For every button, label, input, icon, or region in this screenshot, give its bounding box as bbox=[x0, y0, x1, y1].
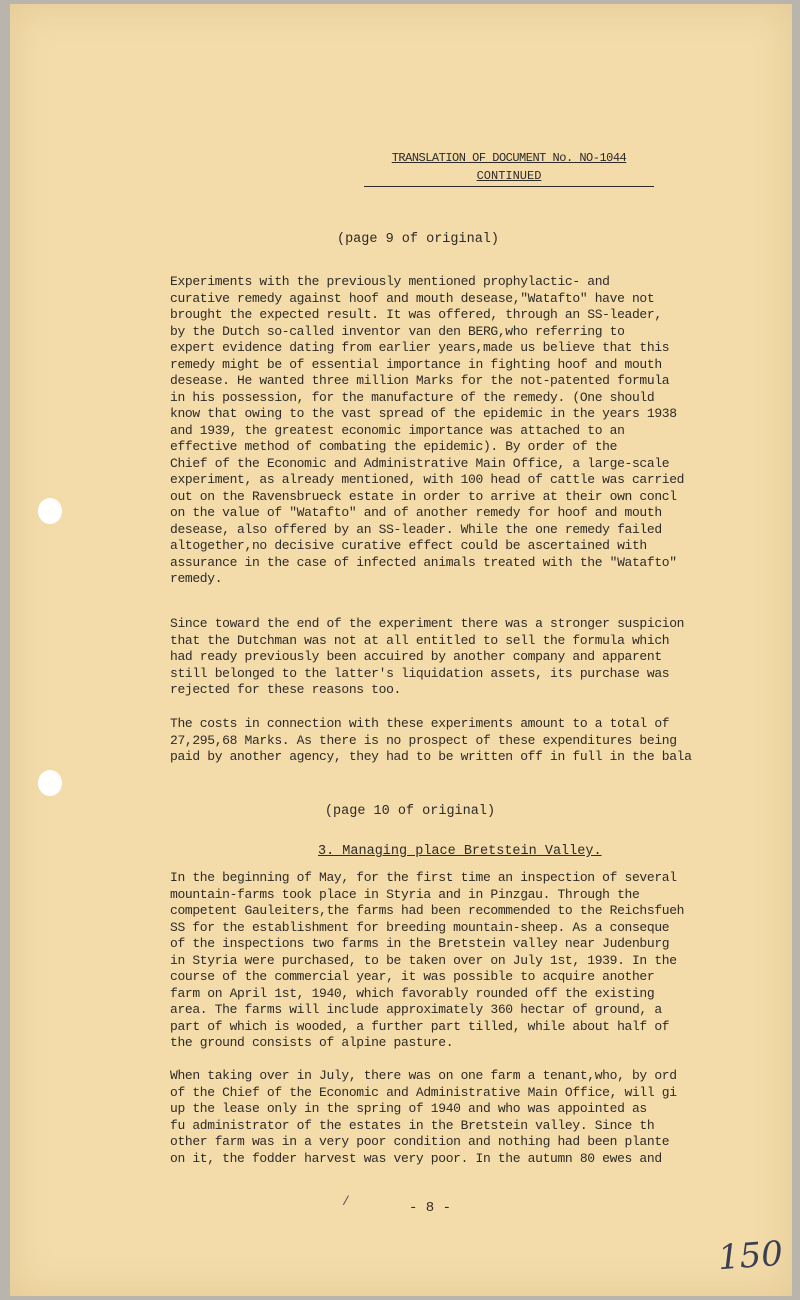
punch-hole bbox=[38, 498, 62, 524]
paragraph-experiments: Experiments with the previously mentioned prophylactic- and curative remedy against hoof and mouth desease,"Watafto" have not brought the expected result. It was offered, through an SS-leader, by the Dutch so-called inventor van den BERG,who referring to expert evidence dating from earlier years,made us believe that this remedy might be of essential importance in fighting hoof and mouth desease. He wanted three million Marks for the not-patented formula in his possession, for the manufacture of the remedy. (One should know that owing to the vast spread of the epidemic in the years 1938 and 1939, the greatest economic importance was attached to an effective method of combating the epidemic). By order of the Chief of the Economic and Administrative Main Office, a large-scale experiment, as already mentioned, with 100 head of cattle was carried out on the Ravensbrueck estate in order to arrive at their own concl on the value of "Watafto" and of another remedy for hoof and mouth desease, also offered by an SS-leader. While the one remedy failed altogether,no decisive curative effect could be ascertained with assurance in the case of infected animals treated with the "Watafto" remedy. bbox=[170, 274, 685, 586]
original-page-reference: (page 10 of original) bbox=[324, 804, 496, 819]
paragraph-farms: In the beginning of May, for the first time an inspection of several mountain-farms took place in Styria and in Pinzgau. Through the competent Gauleiters,the farms had been recommended to the Reichsfueh SS for the establishment for breeding mountain-sheep. As a conseque of the inspections two farms in the Bretstein valley near Judenburg in Styria were purchased, to be taken over on July 1st, 1939. In the course of the commercial year, it was possible to acquire another farm on April 1st, 1940, which favorably rounded off the existing area. The farms will include approximately 360 hectar of ground, a part of which is wooded, a further part tilled, while about half of the ground consists of alpine pasture. bbox=[170, 870, 685, 1050]
original-page-reference: (page 9 of original) bbox=[336, 232, 500, 247]
document-header bbox=[364, 149, 654, 185]
section-title: 3. Managing place Bretstein Valley. bbox=[318, 844, 602, 859]
document-page bbox=[10, 4, 792, 1296]
paragraph-suspicion: Since toward the end of the experiment there was a stronger suspicion that the Dutchman was not at all entitled to sell the formula which had ready previously been accuired by another company and apparent still belonged to the latter's liquidation assets, its purchase was rejected for these reasons too. bbox=[170, 616, 685, 697]
document-title: TRANSLATION OF DOCUMENT No. NO-1044 bbox=[391, 151, 627, 165]
continued-label: CONTINUED bbox=[476, 169, 542, 183]
pencil-tick: / bbox=[342, 1194, 350, 1209]
punch-hole bbox=[38, 770, 62, 796]
handwritten-page-number: 150 bbox=[716, 1233, 785, 1279]
paragraph-costs: The costs in connection with these experiments amount to a total of 27,295,68 Marks. As there is no prospect of these expenditures being paid by another agency, they had to be written off in full in the bala bbox=[170, 716, 692, 764]
page-number: - 8 - bbox=[408, 1200, 451, 1216]
header-rule bbox=[364, 186, 654, 187]
paragraph-taking-over: When taking over in July, there was on one farm a tenant,who, by ord of the Chief of the Economic and Administrative Main Office, will gi up the lease only in the spring of 1940 and who was appointed as fu administrator of the estates in the Bretstein valley. Since th other farm was in a very poor condition and nothing had been plante on it, the fodder harvest was very poor. In the autumn 80 ewes and bbox=[170, 1068, 677, 1166]
